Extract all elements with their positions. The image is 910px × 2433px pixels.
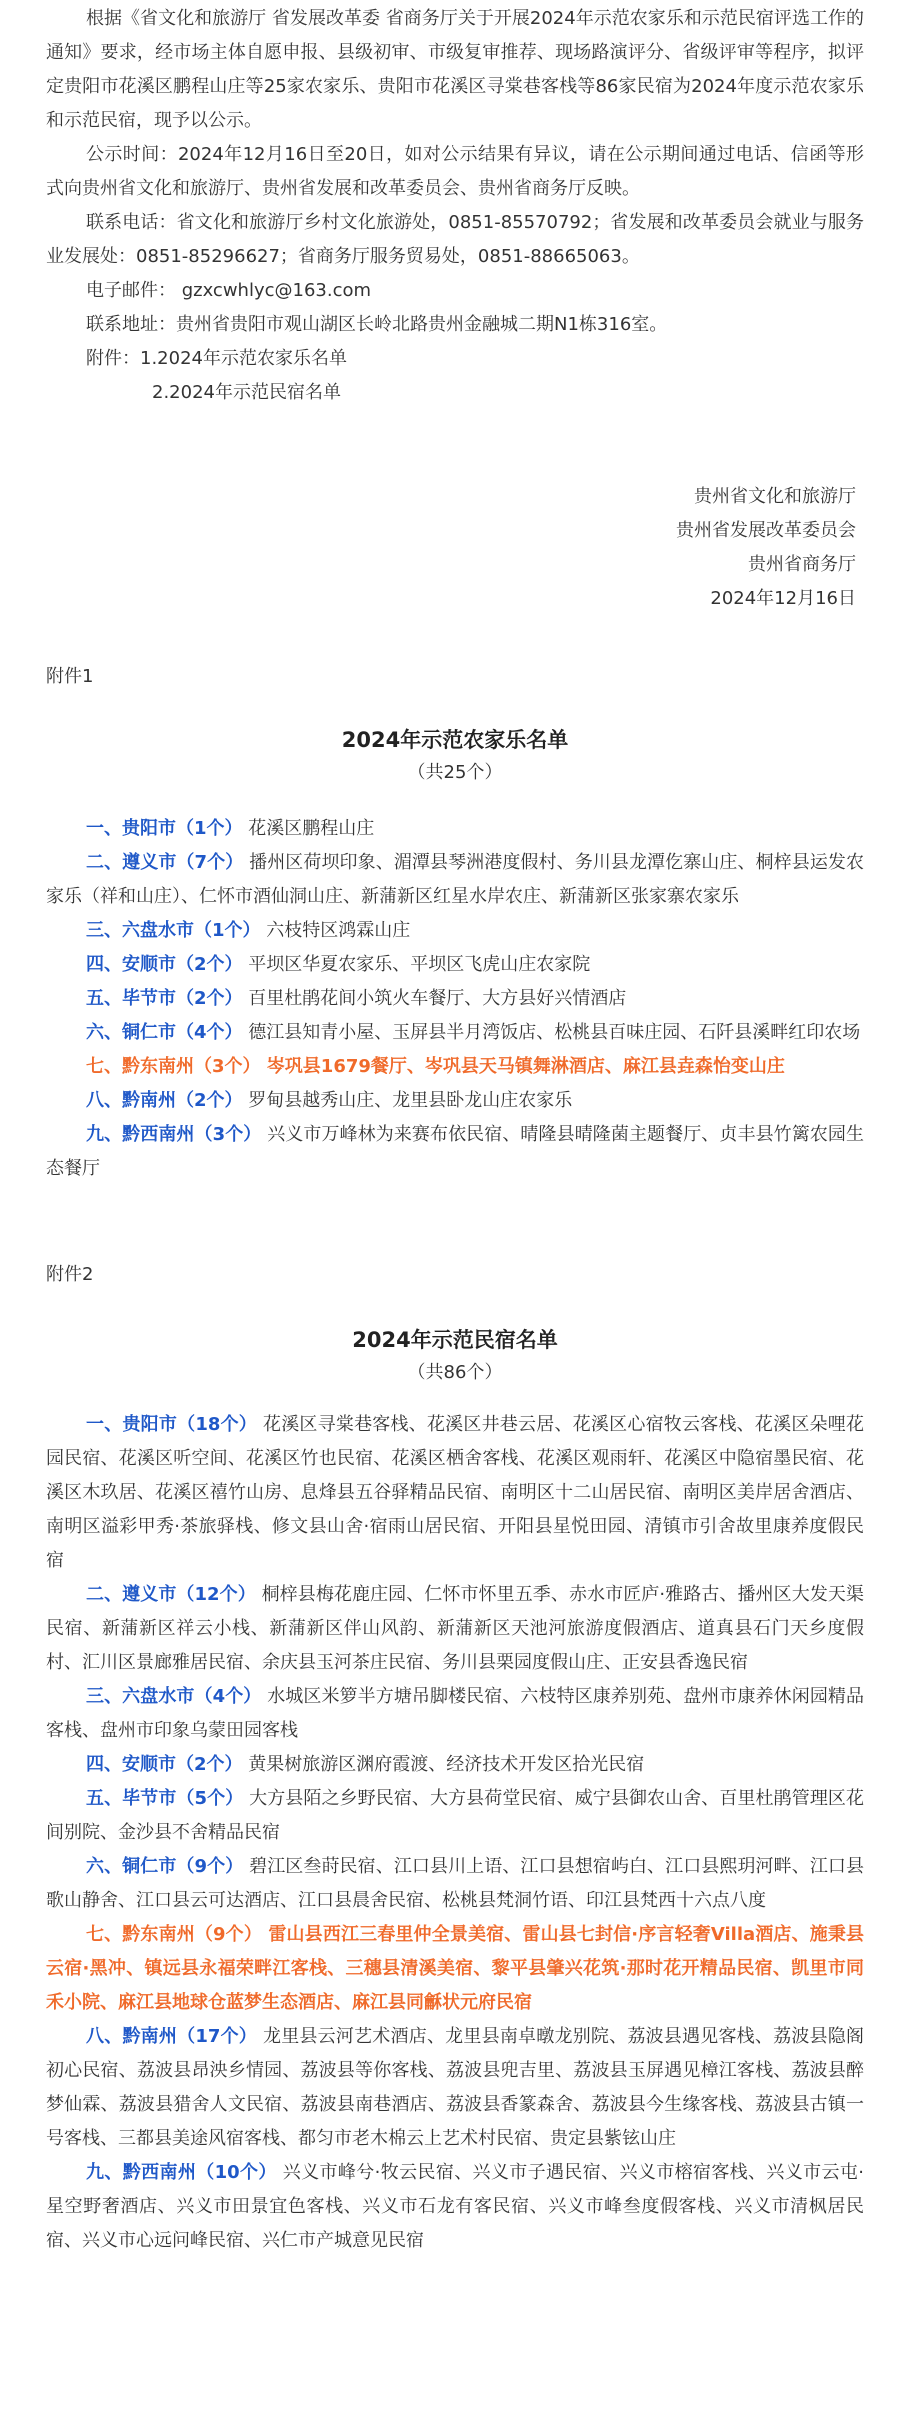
list-item-entries: 龙里县云河艺术酒店、龙里县南卓暾龙别院、荔波县遇见客栈、荔波县隐阁初心民宿、荔波县昂泱乡情园、荔波县等你客栈、荔波县兜吉里、荔波县玉屏遇见樟江客栈、荔波县醉梦仙霖、荔波县猎舍人文民宿、荔波县南巷酒店、荔波县香篆森舍、荔波县今生缘客栈、荔波县古镇一号客栈、三都县美途风宿客栈、都匀市老木棉云上艺术村民宿、贵定县紫铉山庄 [46, 2026, 864, 2149]
list-item-entries: 兴义市峰兮·牧云民宿、兴义市子遇民宿、兴义市榕宿客栈、兴义市云屯·星空野奢酒店、兴义市田景宜色客栈、兴义市石龙有客民宿、兴义市峰叁度假客栈、兴义市清枫居民宿、兴义市心远问峰民宿、兴仁市产城意见民宿 [46, 2162, 864, 2251]
list-item-region: 三、六盘水市（1个） [86, 920, 261, 941]
list-item-region: 八、黔南州（17个） [86, 2026, 258, 2047]
list-item [0, 1680, 910, 1748]
list-item [0, 2020, 910, 2156]
list-item-region: 五、毕节市（2个） [86, 988, 243, 1009]
list-item [0, 1782, 910, 1850]
list-item-region: 一、贵阳市（18个） [86, 1414, 258, 1435]
list-item [0, 1748, 910, 1782]
list-item [0, 914, 910, 948]
list-item [0, 982, 910, 1016]
list-item [0, 1578, 910, 1680]
attachment-line-1: 附件：1.2024年示范农家乐名单 [86, 348, 347, 369]
signature-date: 2024年12月16日 [710, 588, 856, 609]
signature-org-2: 贵州省发展改革委员会 [676, 520, 856, 541]
list-item-entries: 水城区米箩半方塘吊脚楼民宿、六枝特区康养别苑、盘州市康养休闲园精品客栈、盘州市印象乌蒙田园客栈 [46, 1686, 865, 1741]
list-item-region: 七、黔东南州（3个） [86, 1056, 261, 1077]
annex-1-list [0, 812, 910, 1186]
list-item-entries: 黄果树旅游区渊府霞渡、经济技术开发区拾光民宿 [242, 1754, 645, 1775]
list-item [0, 1016, 910, 1050]
list-item [0, 1408, 910, 1578]
list-item-entries: 花溪区鹏程山庄 [242, 818, 375, 839]
annex-2 [0, 1258, 910, 2258]
list-item-region: 四、安顺市（2个） [86, 1754, 243, 1775]
notice-paragraph-1: 根据《省文化和旅游厅 省发展改革委 省商务厅关于开展2024年示范农家乐和示范民宿评选工作的通知》要求，经市场主体自愿申报、县级初审、市级复审推荐、现场路演评分、省级评审等程序，拟评定贵阳市花溪区鹏程山庄等25家农家乐、贵阳市花溪区寻棠巷客栈等86家民宿为2024年度示范农家乐和示范民宿，现予以公示。 [46, 8, 864, 131]
list-item-entries: 百里杜鹃花间小筑火车餐厅、大方县好兴情酒店 [242, 988, 627, 1009]
list-item-entries: 兴义市万峰林为来赛布依民宿、晴隆县晴隆菌主题餐厅、贞丰县竹篱农园生态餐厅 [46, 1124, 865, 1179]
annex-1-count: （共25个） [407, 762, 503, 783]
list-item-entries: 罗甸县越秀山庄、龙里县卧龙山庄农家乐 [242, 1090, 573, 1111]
list-item-region: 二、遵义市（7个） [86, 852, 244, 873]
list-item-entries: 六枝特区鸿霖山庄 [260, 920, 411, 941]
annex-1-label: 附件1 [46, 666, 94, 687]
attachment-line-2: 2.2024年示范民宿名单 [152, 382, 341, 403]
list-item-region: 五、毕节市（5个） [86, 1788, 244, 1809]
contact-email: 电子邮件： gzxcwhlyc@163.com [86, 280, 372, 301]
list-item [0, 812, 910, 846]
list-item [0, 2156, 910, 2258]
list-item-entries: 桐梓县梅花鹿庄园、仁怀市怀里五季、赤水市匠庐·雅路古、播州区大发天渠民宿、新蒲新区祥云小栈、新蒲新区伴山风韵、新蒲新区天池河旅游度假酒店、道真县石门天乡度假村、汇川区景廊雅居民宿、余庆县玉河茶庄民宿、务川县栗园度假山庄、正安县香逸民宿 [46, 1584, 864, 1673]
list-item [0, 1084, 910, 1118]
list-item-region: 七、黔东南州（9个） [86, 1924, 262, 1945]
list-item-region: 九、黔西南州（10个） [86, 2162, 277, 2183]
list-item-region: 六、铜仁市（4个） [86, 1022, 243, 1043]
list-item-region: 二、遵义市（12个） [86, 1584, 256, 1605]
annex-2-label: 附件2 [46, 1264, 94, 1285]
list-item-highlighted [0, 1918, 910, 2020]
notice-paragraph-2: 公示时间：2024年12月16日至20日，如对公示结果有异议，请在公示期间通过电话、信函等形式向贵州省文化和旅游厅、贵州省发展和改革委员会、贵州省商务厅反映。 [46, 144, 864, 199]
list-item-entries: 岑巩县1679餐厅、岑巩县天马镇舞淋酒店、麻江县垚森怡变山庄 [260, 1056, 785, 1077]
list-item-entries: 平坝区华夏农家乐、平坝区飞虎山庄农家院 [242, 954, 591, 975]
list-item [0, 846, 910, 914]
list-item-region: 四、安顺市（2个） [86, 954, 243, 975]
contact-address: 联系地址：贵州省贵阳市观山湖区长岭北路贵州金融城二期N1栋316室。 [86, 314, 668, 335]
list-item-region: 六、铜仁市（9个） [86, 1856, 244, 1877]
list-item [0, 1118, 910, 1186]
list-item-entries: 花溪区寻棠巷客栈、花溪区井巷云居、花溪区心宿牧云客栈、花溪区朵哩花园民宿、花溪区听空间、花溪区竹也民宿、花溪区栖舍客栈、花溪区观雨轩、花溪区中隐宿墨民宿、花溪区木玖居、花溪区禧竹山房、息烽县五谷驿精品民宿、南明区十二山居民宿、南明区美岸居舍酒店、南明区溢彩甲秀·茶旅驿栈、修文县山舍·宿雨山居民宿、开阳县星悦田园、清镇市引舍故里康养度假民宿 [46, 1414, 864, 1571]
annex-1-title: 2024年示范农家乐名单 [341, 728, 569, 752]
annex-2-count: （共86个） [407, 1362, 503, 1383]
list-item-entries: 播州区荷坝印象、湄潭县琴洲港度假村、务川县龙潭仡寨山庄、桐梓县运发农家乐（祥和山庄）、仁怀市酒仙洞山庄、新蒲新区红星水岸农庄、新蒲新区张家寨农家乐 [46, 852, 864, 907]
notice-body [0, 0, 910, 410]
list-item-entries: 雷山县西江三春里仲全景美宿、雷山县七封信·序言轻奢Villa酒店、施秉县云宿·黑冲、镇远县永福荣畔江客栈、三穗县清溪美宿、黎平县肇兴花筑·那时花开精品民宿、凯里市同禾小院、麻江县地球仓蓝梦生态酒店、麻江县同龢状元府民宿 [46, 1924, 864, 2013]
list-item [0, 1850, 910, 1918]
signature-block [0, 480, 910, 616]
list-item-region: 三、六盘水市（4个） [86, 1686, 262, 1707]
list-item-highlighted [0, 1050, 910, 1084]
list-item [0, 948, 910, 982]
list-item-region: 八、黔南州（2个） [86, 1090, 243, 1111]
list-item-entries: 德江县知青小屋、玉屏县半月湾饭店、松桃县百味庄园、石阡县溪畔红印农场 [242, 1022, 861, 1043]
list-item-entries: 碧江区叁莳民宿、江口县川上语、江口县想宿屿白、江口县熙玥河畔、江口县歌山静舍、江口县云可达酒店、江口县晨舍民宿、松桃县梵洞竹语、印江县梵西十六点八度 [46, 1856, 864, 1911]
notice-paragraph-3: 联系电话：省文化和旅游厅乡村文化旅游处，0851-85570792；省发展和改革委员会就业与服务业发展处：0851-85296627；省商务厅服务贸易处，0851-88665063。 [46, 212, 864, 267]
annex-1 [0, 660, 910, 1186]
signature-org-1: 贵州省文化和旅游厅 [694, 486, 856, 507]
list-item-region: 一、贵阳市（1个） [86, 818, 243, 839]
list-item-region: 九、黔西南州（3个） [86, 1124, 262, 1145]
annex-2-title: 2024年示范民宿名单 [352, 1328, 558, 1352]
annex-2-list [0, 1408, 910, 2258]
list-item-entries: 大方县陌之乡野民宿、大方县荷堂民宿、威宁县御农山舍、百里杜鹃管理区花间别院、金沙县不舍精品民宿 [46, 1788, 864, 1843]
signature-org-3: 贵州省商务厅 [748, 554, 856, 575]
